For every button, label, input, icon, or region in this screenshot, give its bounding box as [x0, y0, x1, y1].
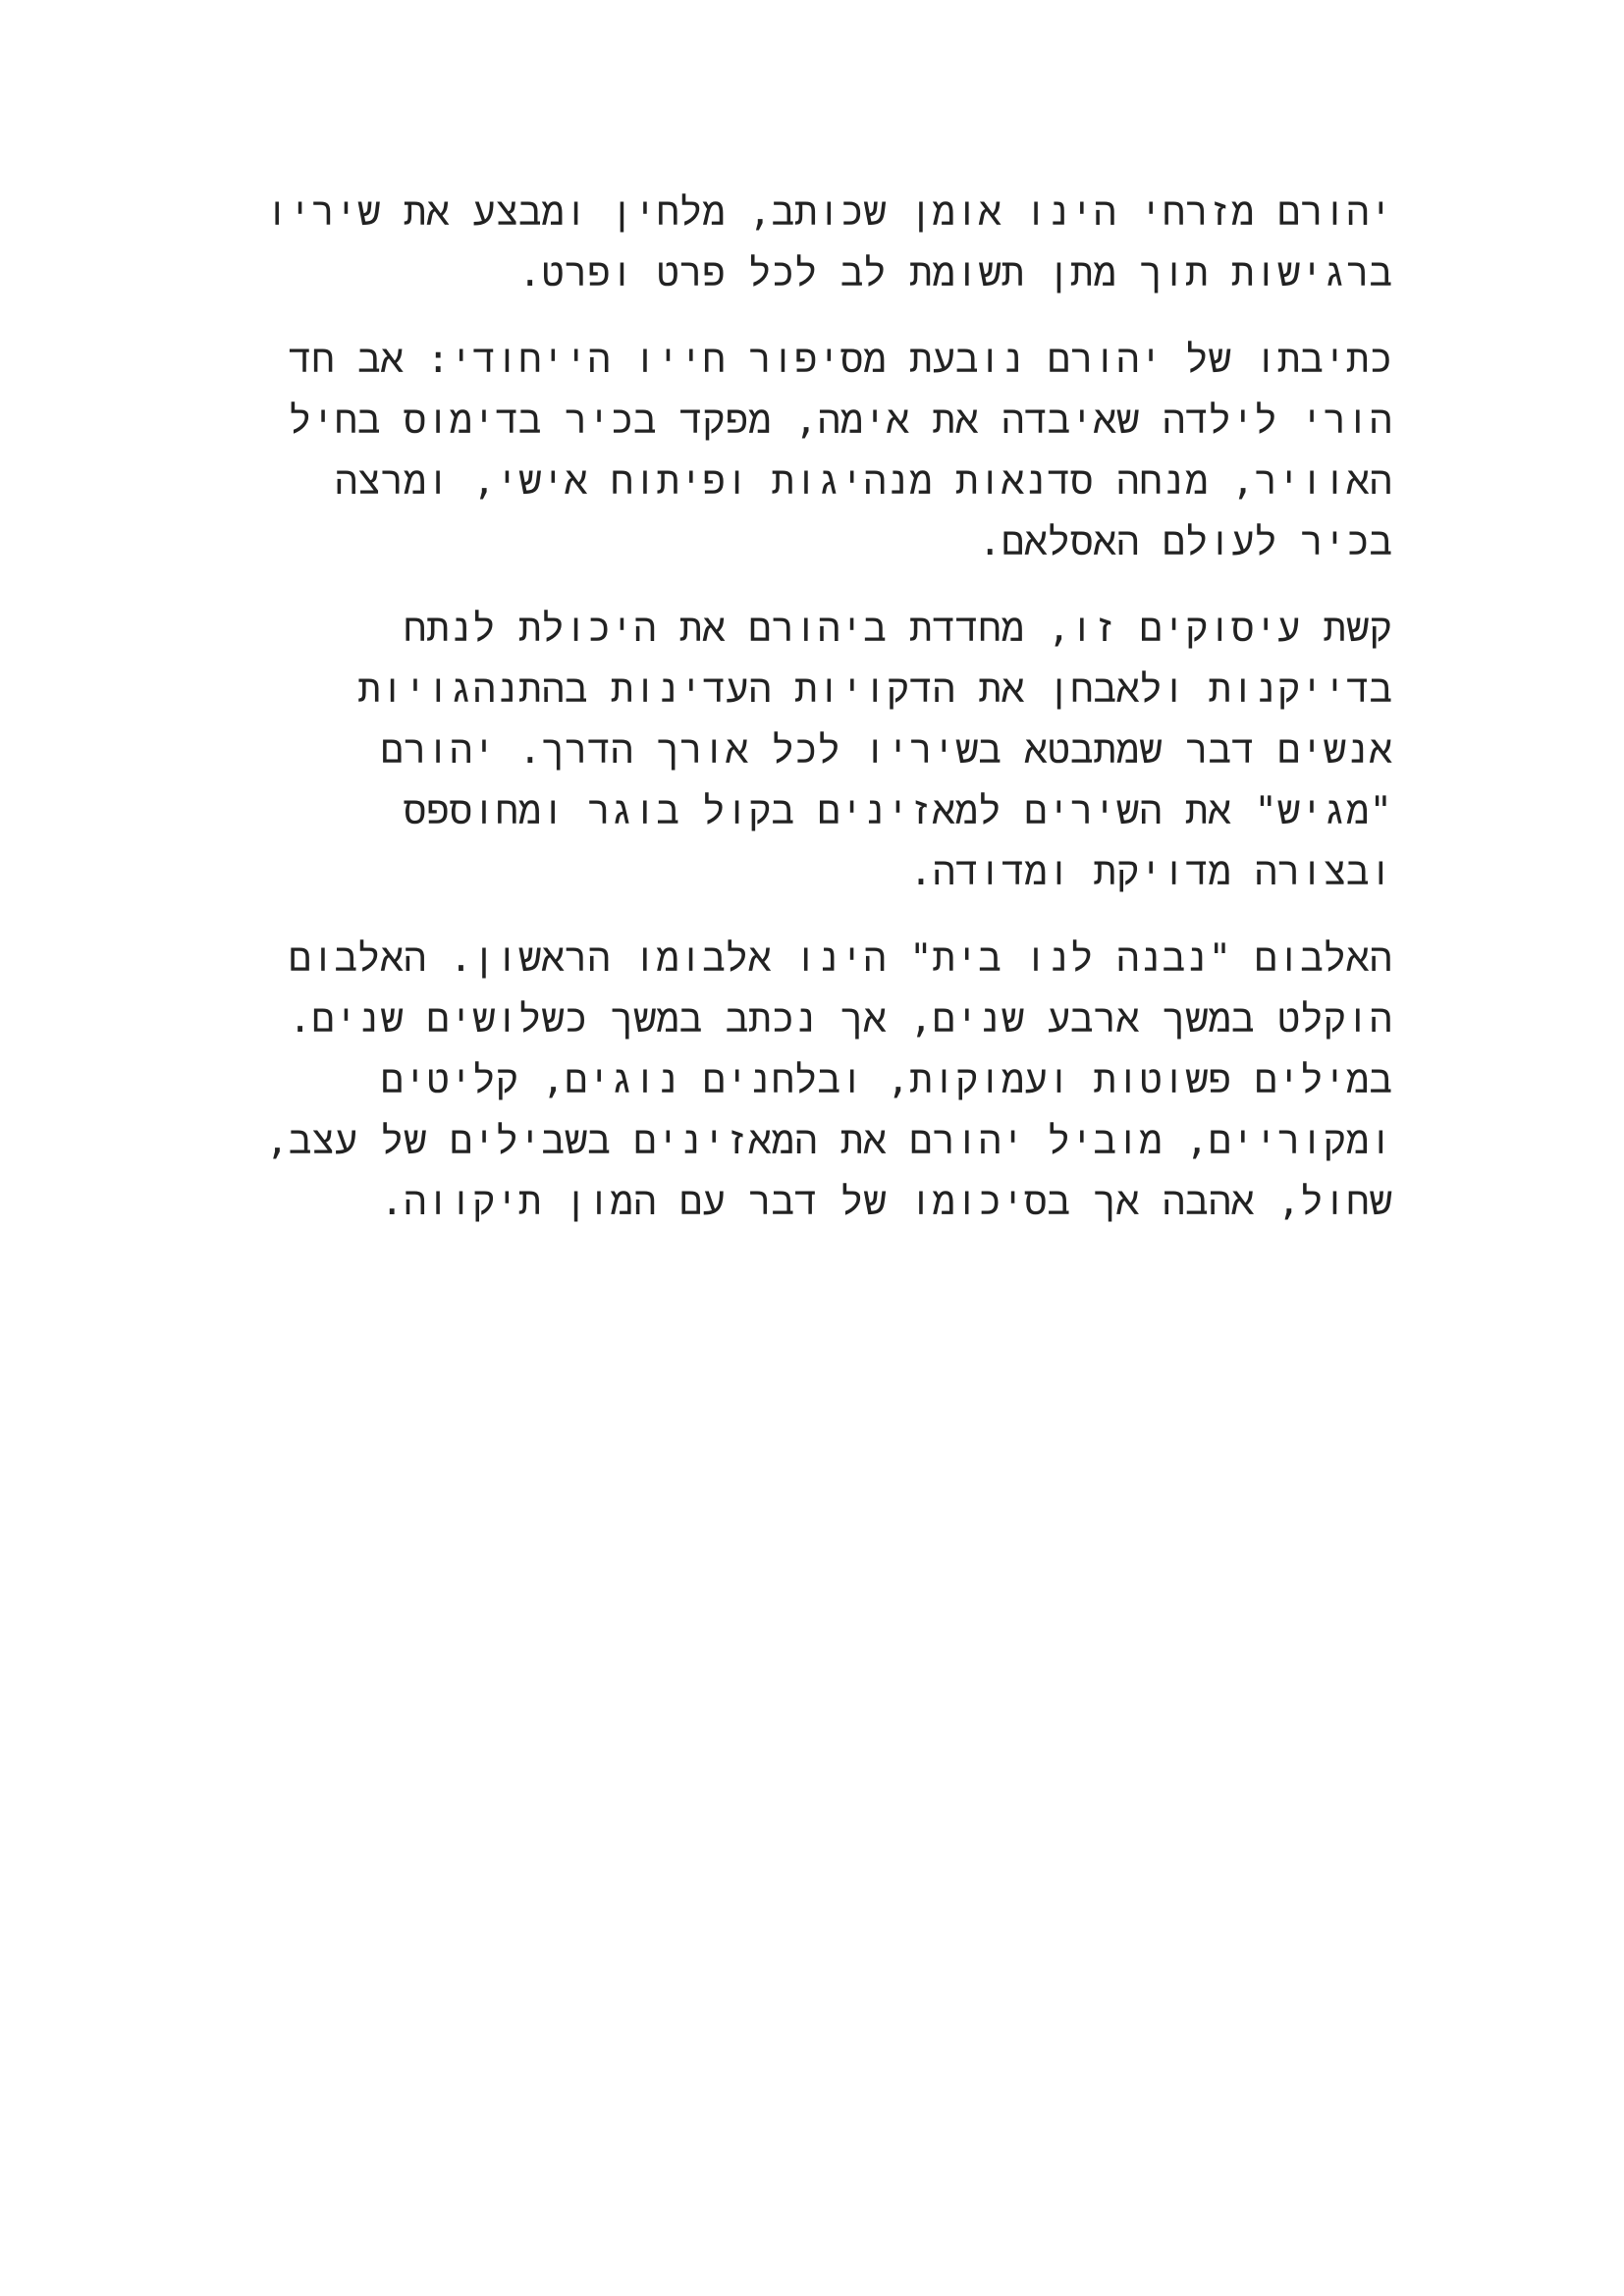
- text-line: קשת עיסוקים זו, מחדדת ביהורם את היכולת לנתח: [404, 607, 1392, 651]
- text-line: בכיר לעולם האסלאם.: [978, 520, 1392, 564]
- paragraph-3: [245, 599, 1392, 903]
- text-line: "מגיש" את השירים למאזינים בקול בוגר ומחוספס: [404, 789, 1392, 833]
- text-line: ובצורה מדויקת ומדודה.: [909, 850, 1392, 894]
- text-line: יהורם מזרחי הינו אומן שכותב, מלחין ומבצע את שיריו: [265, 190, 1392, 235]
- text-line: האוויר, מנחה סדנאות מנהיגות ופיתוח אישי, ומרצה: [334, 459, 1392, 504]
- text-line: ברגישות תוך מתן תשומת לב לכל פרט ופרט.: [518, 251, 1392, 295]
- text-line: בדייקנות ולאבחן את הדקויות העדינות בהתנהגויות: [357, 667, 1392, 712]
- text-line: הוקלט במשך ארבע שנים, אך נכתב במשך כשלושים שנים.: [288, 997, 1392, 1041]
- text-line: במילים פשוטות ועמוקות, ובלחנים נוגים, קליטים: [380, 1058, 1392, 1102]
- text-line: האלבום "נבנה לנו בית" הינו אלבומו הראשון. האלבום: [288, 936, 1392, 981]
- text-line: כתיבתו של יהורם נובעת מסיפור חייו הייחודי: אב חד: [288, 338, 1392, 382]
- document-body: [245, 183, 1392, 1258]
- text-line: ומקוריים, מוביל יהורם את המאזינים בשבילים של עצב,: [265, 1119, 1392, 1163]
- paragraph-2: [245, 330, 1392, 573]
- text-line: אנשים דבר שמתבטא בשיריו לכל אורך הדרך. יהורם: [380, 728, 1392, 773]
- paragraph-4: [245, 929, 1392, 1233]
- paragraph-1: [245, 183, 1392, 304]
- text-line: שחול, אהבה אך בסיכומו של דבר עם המון תיקווה.: [380, 1180, 1392, 1224]
- text-line: הורי לילדה שאיבדה את אימה, מפקד בכיר בדימוס בחיל: [288, 399, 1392, 443]
